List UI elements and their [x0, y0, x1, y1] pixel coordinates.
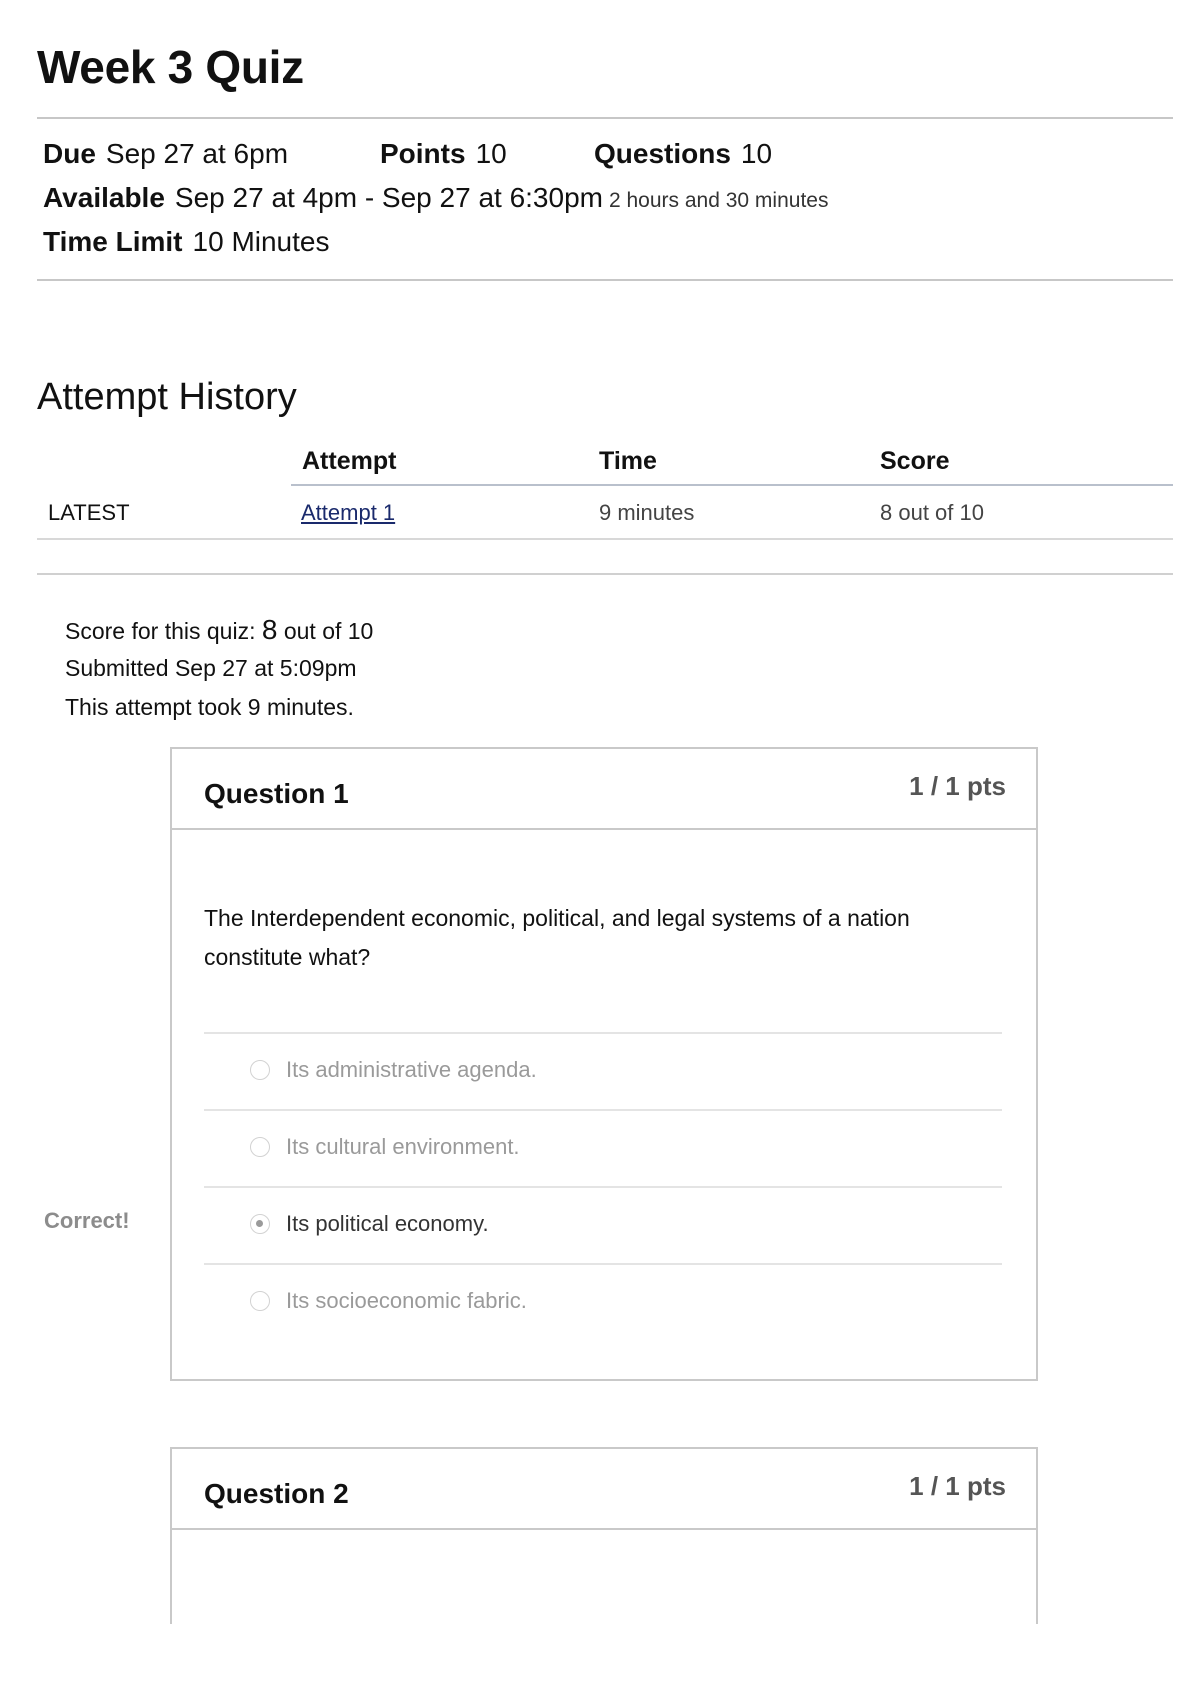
correct-flag: Correct! — [44, 1208, 130, 1233]
points-label: Points — [380, 138, 466, 169]
time-limit-value: 10 Minutes — [192, 226, 330, 257]
question-2-title: Question 2 — [204, 1478, 349, 1509]
page-title: Week 3 Quiz — [37, 41, 304, 93]
points-row — [380, 140, 507, 168]
radio-button[interactable] — [250, 1060, 270, 1080]
page-bottom-margin — [0, 1624, 1200, 1698]
time-limit-row — [43, 228, 329, 256]
attempt-score: 8 out of 10 — [880, 500, 984, 525]
due-row — [43, 140, 288, 168]
answer-option[interactable] — [204, 1109, 1002, 1188]
question-1-points: 1 / 1 pts — [909, 771, 1006, 801]
attempt-1-link[interactable]: Attempt 1 — [301, 500, 396, 525]
answer-label: Its socioeconomic fabric. — [286, 1288, 527, 1313]
table-row-divider — [37, 538, 1173, 540]
question-2-header — [172, 1449, 1036, 1530]
due-value: Sep 27 at 6pm — [105, 138, 289, 169]
question-1-title: Question 1 — [204, 778, 349, 809]
points-value: 10 — [475, 138, 507, 169]
questions-label: Questions — [594, 138, 731, 169]
questions-row — [594, 140, 772, 168]
available-label: Available — [43, 182, 165, 213]
score-value: 8 — [261, 614, 278, 645]
submitted-text: Submitted Sep 27 at 5:09pm — [65, 655, 357, 681]
latest-tag: LATEST — [48, 500, 130, 525]
available-row — [43, 184, 828, 212]
due-label: Due — [43, 138, 96, 169]
attempt-time: 9 minutes — [599, 500, 695, 525]
column-header-score: Score — [880, 447, 950, 475]
attempt-duration-text: This attempt took 9 minutes. — [65, 694, 354, 720]
attempt-divider — [37, 573, 1173, 575]
available-value: Sep 27 at 4pm - Sep 27 at 6:30pm — [174, 182, 603, 213]
radio-button[interactable] — [250, 1291, 270, 1311]
answer-option-selected[interactable] — [204, 1186, 1002, 1265]
answer-label: Its administrative agenda. — [286, 1057, 537, 1082]
column-header-attempt: Attempt — [302, 447, 397, 475]
attempt-history-table — [37, 440, 1173, 540]
time-limit-label: Time Limit — [43, 226, 183, 257]
answer-option[interactable] — [204, 1263, 1002, 1342]
radio-button[interactable] — [250, 1137, 270, 1157]
radio-button-selected[interactable] — [250, 1214, 270, 1234]
available-duration: 2 hours and 30 minutes — [608, 189, 829, 212]
column-header-time: Time — [599, 447, 657, 475]
questions-value: 10 — [740, 138, 773, 169]
attempt-history-title: Attempt History — [37, 376, 297, 418]
score-summary — [65, 614, 373, 646]
score-prefix: Score for this quiz: — [65, 618, 256, 644]
answer-option[interactable] — [204, 1032, 1002, 1111]
table-row — [37, 486, 1173, 538]
question-2-points: 1 / 1 pts — [909, 1471, 1006, 1501]
header-divider — [37, 117, 1173, 119]
question-1-header — [172, 749, 1036, 830]
meta-divider — [37, 279, 1173, 281]
answer-label: Its political economy. — [286, 1211, 489, 1236]
question-1-card — [170, 747, 1038, 1381]
question-1-text: The Interdependent economic, political, and legal systems of a nation constitute what? — [204, 905, 910, 970]
score-suffix: out of 10 — [283, 618, 374, 644]
answer-label: Its cultural environment. — [286, 1134, 520, 1159]
